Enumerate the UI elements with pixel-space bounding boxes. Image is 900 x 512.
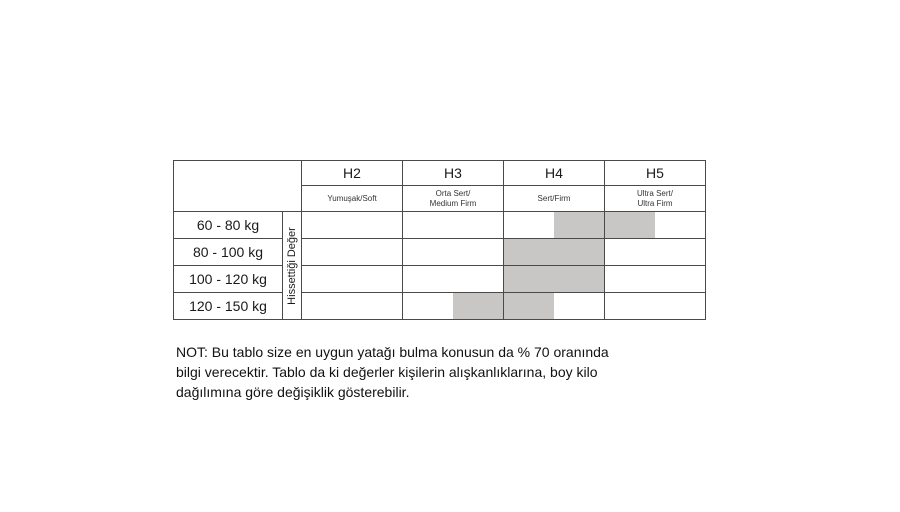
shaded-range-block <box>554 266 604 292</box>
weight-row <box>174 266 706 293</box>
column-name-h4 <box>504 186 605 212</box>
row-axis-cell <box>283 212 302 320</box>
column-name-line: Orta Sert/ <box>435 188 471 198</box>
column-name-h3 <box>403 186 504 212</box>
grid-cell <box>605 293 706 320</box>
shaded-range-block <box>504 266 554 292</box>
column-code-h2: H2 <box>302 161 403 186</box>
shaded-range-block <box>453 293 503 319</box>
column-name-h2 <box>302 186 403 212</box>
note-text <box>176 342 736 402</box>
grid-cell <box>302 239 403 266</box>
column-name-line: Ultra Sert/ <box>636 188 673 198</box>
column-name-line: Yumuşak/Soft <box>327 193 377 203</box>
column-name-line: Medium Firm <box>429 198 477 208</box>
grid-cell <box>403 293 504 320</box>
weight-label: 120 - 150 kg <box>174 293 283 320</box>
firmness-chart-table <box>173 160 706 320</box>
grid-cell <box>403 239 504 266</box>
shaded-range-block <box>605 212 655 238</box>
grid-cell <box>302 212 403 239</box>
row-axis-label: Hissettiği Değer <box>286 226 298 305</box>
column-name-h5 <box>605 186 706 212</box>
note-line: dağılımına göre değişiklik gösterebilir. <box>176 384 410 400</box>
column-code-h3: H3 <box>403 161 504 186</box>
grid-cell <box>605 266 706 293</box>
column-code-h5: H5 <box>605 161 706 186</box>
column-code-h4: H4 <box>504 161 605 186</box>
shaded-range-block <box>504 293 554 319</box>
weight-label: 80 - 100 kg <box>174 239 283 266</box>
grid-cell <box>605 239 706 266</box>
corner-cell <box>174 161 302 212</box>
grid-cell <box>403 212 504 239</box>
column-name-line: Ultra Firm <box>637 198 673 208</box>
grid-cell <box>302 293 403 320</box>
shaded-range-block <box>554 239 604 265</box>
weight-row <box>174 293 706 320</box>
grid-cell <box>605 212 706 239</box>
grid-cell <box>504 212 605 239</box>
note-line: NOT: Bu tablo size en uygun yatağı bulma konusun da % 70 oranında <box>176 344 609 360</box>
weight-label: 60 - 80 kg <box>174 212 283 239</box>
shaded-range-block <box>554 212 604 238</box>
grid-cell <box>504 239 605 266</box>
grid-cell <box>403 266 504 293</box>
weight-label: 100 - 120 kg <box>174 266 283 293</box>
grid-cell <box>504 266 605 293</box>
shaded-range-block <box>504 239 554 265</box>
grid-cell <box>302 266 403 293</box>
column-name-line: Sert/Firm <box>537 193 571 203</box>
grid-cell <box>504 293 605 320</box>
weight-row <box>174 212 706 239</box>
weight-row <box>174 239 706 266</box>
note-line: bilgi verecektir. Tablo da ki değerler kişilerin alışkanlıklarına, boy kilo <box>176 364 598 380</box>
header-row-codes <box>174 161 706 186</box>
